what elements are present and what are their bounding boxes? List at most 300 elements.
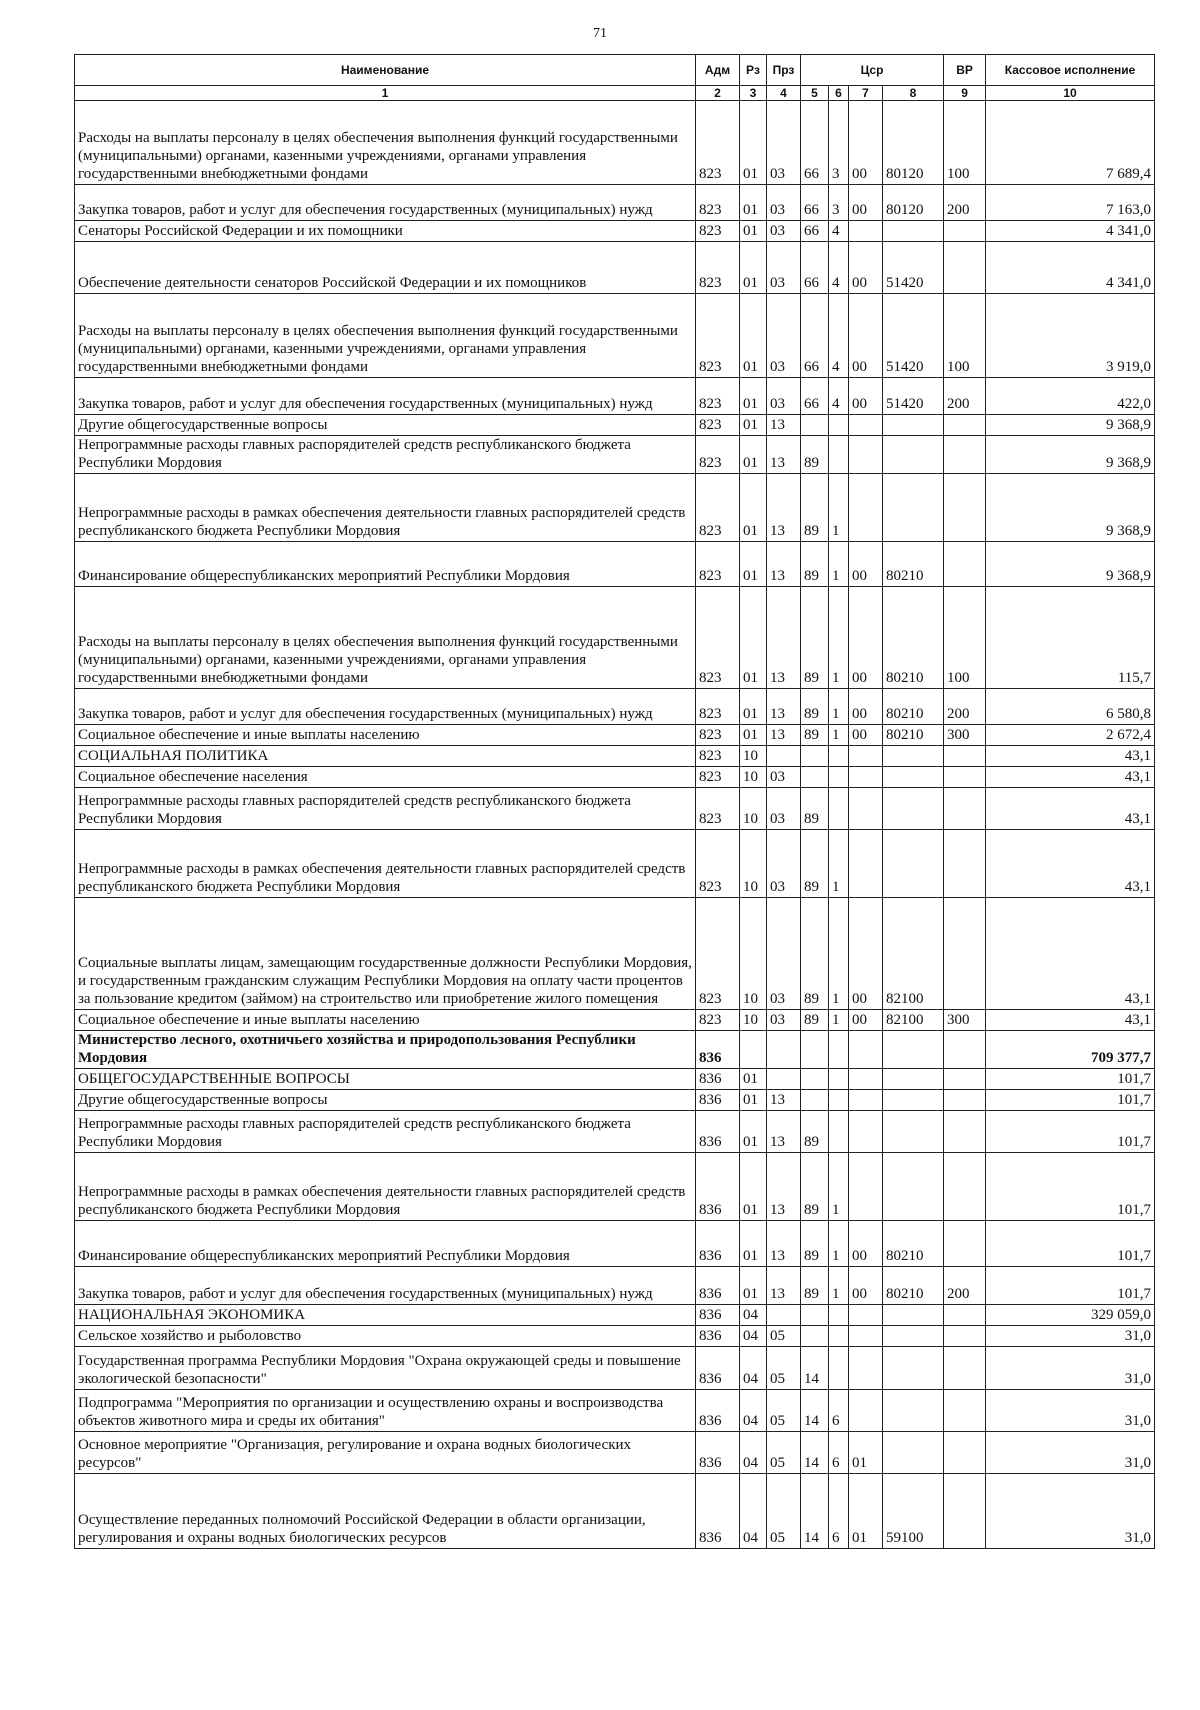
row-amount: 4 341,0 xyxy=(986,221,1155,242)
row-adm: 836 xyxy=(696,1474,740,1549)
row-amount: 101,7 xyxy=(986,1090,1155,1111)
row-csr-8 xyxy=(883,788,944,830)
row-adm: 836 xyxy=(696,1390,740,1432)
row-vr xyxy=(944,767,986,788)
row-csr-8 xyxy=(883,1305,944,1326)
row-vr xyxy=(944,830,986,898)
row-csr-5: 89 xyxy=(801,898,829,1010)
row-csr-6: 1 xyxy=(829,587,849,689)
row-adm: 836 xyxy=(696,1267,740,1305)
row-prz: 13 xyxy=(767,689,801,725)
row-vr xyxy=(944,221,986,242)
row-adm: 823 xyxy=(696,294,740,378)
row-amount: 9 368,9 xyxy=(986,542,1155,587)
table-row xyxy=(75,898,1155,1010)
row-adm: 823 xyxy=(696,542,740,587)
table-row xyxy=(75,542,1155,587)
row-rz: 01 xyxy=(740,725,767,746)
row-adm: 836 xyxy=(696,1031,740,1069)
row-csr-7: 00 xyxy=(849,542,883,587)
row-vr xyxy=(944,788,986,830)
row-csr-8: 80210 xyxy=(883,1221,944,1267)
row-vr xyxy=(944,415,986,436)
row-csr-7: 00 xyxy=(849,185,883,221)
row-adm: 823 xyxy=(696,101,740,185)
row-amount: 9 368,9 xyxy=(986,415,1155,436)
row-amount: 7 163,0 xyxy=(986,185,1155,221)
row-csr-6 xyxy=(829,1326,849,1347)
row-rz: 01 xyxy=(740,474,767,542)
row-csr-8 xyxy=(883,221,944,242)
row-csr-6: 1 xyxy=(829,542,849,587)
row-csr-7 xyxy=(849,474,883,542)
row-vr xyxy=(944,1221,986,1267)
row-name: Непрограммные расходы главных распорядителей средств республиканского бюджета Республики Мордовия xyxy=(75,436,696,474)
row-rz: 01 xyxy=(740,587,767,689)
row-prz xyxy=(767,1305,801,1326)
row-name: Расходы на выплаты персоналу в целях обеспечения выполнения функций государственными (муниципальными) органами, казенными учреждениями, органами управления государственными внебюджетными фондами xyxy=(75,294,696,378)
table-row xyxy=(75,185,1155,221)
column-number: 2 xyxy=(696,86,740,101)
row-rz: 10 xyxy=(740,898,767,1010)
column-number: 3 xyxy=(740,86,767,101)
row-rz: 01 xyxy=(740,1221,767,1267)
row-adm: 823 xyxy=(696,221,740,242)
row-csr-6: 4 xyxy=(829,221,849,242)
table-row xyxy=(75,474,1155,542)
table-body xyxy=(75,101,1155,1549)
row-prz xyxy=(767,746,801,767)
row-vr xyxy=(944,242,986,294)
row-csr-5: 89 xyxy=(801,725,829,746)
row-name: Основное мероприятие "Организация, регулирование и охрана водных биологических ресурсов" xyxy=(75,1432,696,1474)
row-amount: 329 059,0 xyxy=(986,1305,1155,1326)
row-csr-8: 51420 xyxy=(883,242,944,294)
row-csr-5: 66 xyxy=(801,378,829,415)
row-adm: 836 xyxy=(696,1432,740,1474)
row-adm: 823 xyxy=(696,788,740,830)
row-amount: 9 368,9 xyxy=(986,474,1155,542)
row-csr-7 xyxy=(849,1111,883,1153)
row-csr-8 xyxy=(883,830,944,898)
row-csr-6: 1 xyxy=(829,1267,849,1305)
row-csr-7: 00 xyxy=(849,898,883,1010)
table-row xyxy=(75,1326,1155,1347)
row-amount: 2 672,4 xyxy=(986,725,1155,746)
row-csr-7 xyxy=(849,830,883,898)
row-csr-7 xyxy=(849,221,883,242)
row-name: Обеспечение деятельности сенаторов Российской Федерации и их помощников xyxy=(75,242,696,294)
table-row xyxy=(75,767,1155,788)
row-csr-7: 00 xyxy=(849,1221,883,1267)
row-name: Государственная программа Республики Мордовия "Охрана окружающей среды и повышение экологической безопасности" xyxy=(75,1347,696,1390)
row-rz xyxy=(740,1031,767,1069)
row-prz: 13 xyxy=(767,1267,801,1305)
header-csr: Цср xyxy=(801,55,944,86)
row-csr-7: 00 xyxy=(849,1267,883,1305)
table-row xyxy=(75,378,1155,415)
row-csr-8: 80210 xyxy=(883,1267,944,1305)
table-row xyxy=(75,1432,1155,1474)
row-csr-8 xyxy=(883,767,944,788)
table-row xyxy=(75,1221,1155,1267)
row-prz: 03 xyxy=(767,242,801,294)
page-number: 71 xyxy=(593,26,607,41)
row-name: СОЦИАЛЬНАЯ ПОЛИТИКА xyxy=(75,746,696,767)
row-vr xyxy=(944,1432,986,1474)
row-csr-5: 66 xyxy=(801,294,829,378)
row-name: Непрограммные расходы в рамках обеспечения деятельности главных распорядителей средств республиканского бюджета Республики Мордовия xyxy=(75,830,696,898)
row-csr-7: 00 xyxy=(849,294,883,378)
row-prz: 13 xyxy=(767,725,801,746)
row-rz: 10 xyxy=(740,830,767,898)
row-csr-7: 00 xyxy=(849,725,883,746)
row-amount: 43,1 xyxy=(986,767,1155,788)
row-prz: 03 xyxy=(767,767,801,788)
row-rz: 01 xyxy=(740,294,767,378)
table-row xyxy=(75,1153,1155,1221)
table-row xyxy=(75,1010,1155,1031)
table-row xyxy=(75,746,1155,767)
row-csr-5: 14 xyxy=(801,1390,829,1432)
row-csr-7 xyxy=(849,1031,883,1069)
row-csr-5: 66 xyxy=(801,242,829,294)
row-csr-7 xyxy=(849,1390,883,1432)
row-csr-8: 82100 xyxy=(883,898,944,1010)
row-csr-6: 6 xyxy=(829,1432,849,1474)
row-prz: 05 xyxy=(767,1474,801,1549)
row-csr-8 xyxy=(883,1069,944,1090)
row-csr-7: 01 xyxy=(849,1474,883,1549)
row-csr-6 xyxy=(829,1069,849,1090)
table-row xyxy=(75,725,1155,746)
row-csr-7: 01 xyxy=(849,1432,883,1474)
table-row xyxy=(75,1069,1155,1090)
row-csr-5: 14 xyxy=(801,1347,829,1390)
row-csr-5: 14 xyxy=(801,1474,829,1549)
row-amount: 31,0 xyxy=(986,1432,1155,1474)
row-csr-6 xyxy=(829,746,849,767)
row-amount: 101,7 xyxy=(986,1221,1155,1267)
row-csr-8: 51420 xyxy=(883,378,944,415)
row-csr-7 xyxy=(849,788,883,830)
row-prz: 13 xyxy=(767,474,801,542)
row-csr-5 xyxy=(801,1090,829,1111)
row-rz: 01 xyxy=(740,1069,767,1090)
row-amount: 101,7 xyxy=(986,1267,1155,1305)
row-csr-7 xyxy=(849,1069,883,1090)
row-amount: 3 919,0 xyxy=(986,294,1155,378)
row-csr-7: 00 xyxy=(849,1010,883,1031)
row-csr-7 xyxy=(849,1347,883,1390)
row-amount: 43,1 xyxy=(986,746,1155,767)
row-rz: 01 xyxy=(740,242,767,294)
row-csr-6: 3 xyxy=(829,101,849,185)
row-csr-6: 4 xyxy=(829,242,849,294)
row-name: Закупка товаров, работ и услуг для обеспечения государственных (муниципальных) нужд xyxy=(75,185,696,221)
row-prz: 05 xyxy=(767,1326,801,1347)
row-csr-6 xyxy=(829,415,849,436)
row-csr-8 xyxy=(883,1432,944,1474)
row-prz: 13 xyxy=(767,587,801,689)
row-csr-6: 1 xyxy=(829,1010,849,1031)
table-row xyxy=(75,1347,1155,1390)
row-csr-7 xyxy=(849,767,883,788)
row-adm: 836 xyxy=(696,1326,740,1347)
row-csr-5: 89 xyxy=(801,436,829,474)
row-csr-7 xyxy=(849,1090,883,1111)
table-row xyxy=(75,436,1155,474)
row-csr-6 xyxy=(829,1111,849,1153)
row-csr-6: 6 xyxy=(829,1390,849,1432)
row-csr-5: 89 xyxy=(801,788,829,830)
row-name: Закупка товаров, работ и услуг для обеспечения государственных (муниципальных) нужд xyxy=(75,378,696,415)
row-name: Непрограммные расходы главных распорядителей средств республиканского бюджета Республики Мордовия xyxy=(75,788,696,830)
row-amount: 43,1 xyxy=(986,898,1155,1010)
row-amount: 7 689,4 xyxy=(986,101,1155,185)
row-csr-6 xyxy=(829,436,849,474)
row-amount: 43,1 xyxy=(986,1010,1155,1031)
row-adm: 836 xyxy=(696,1090,740,1111)
row-amount: 31,0 xyxy=(986,1326,1155,1347)
row-csr-5: 89 xyxy=(801,542,829,587)
row-vr xyxy=(944,1031,986,1069)
header-vr: ВР xyxy=(944,55,986,86)
row-csr-5: 89 xyxy=(801,474,829,542)
row-csr-7: 00 xyxy=(849,101,883,185)
row-csr-8: 80120 xyxy=(883,101,944,185)
column-number: 5 xyxy=(801,86,829,101)
row-csr-5: 89 xyxy=(801,587,829,689)
row-prz: 13 xyxy=(767,1090,801,1111)
row-csr-6 xyxy=(829,1090,849,1111)
row-prz: 03 xyxy=(767,185,801,221)
row-name: Финансирование общереспубликанских мероприятий Республики Мордовия xyxy=(75,1221,696,1267)
row-name: Расходы на выплаты персоналу в целях обеспечения выполнения функций государственными (муниципальными) органами, казенными учреждениями, органами управления государственными внебюджетными фондами xyxy=(75,101,696,185)
row-csr-7: 00 xyxy=(849,378,883,415)
row-csr-8: 80210 xyxy=(883,689,944,725)
row-csr-8 xyxy=(883,1347,944,1390)
row-csr-6: 1 xyxy=(829,725,849,746)
row-adm: 823 xyxy=(696,725,740,746)
row-adm: 823 xyxy=(696,898,740,1010)
table-row xyxy=(75,1390,1155,1432)
row-vr xyxy=(944,898,986,1010)
row-csr-8 xyxy=(883,474,944,542)
row-name: Социальные выплаты лицам, замещающим государственные должности Республики Мордовия, и государственным гражданским служащим Республики Мордовия на оплату части процентов за пользование кредитом (займом) на строительство или приобретение жилого помещения xyxy=(75,898,696,1010)
row-rz: 01 xyxy=(740,1090,767,1111)
row-prz: 13 xyxy=(767,542,801,587)
row-csr-7: 00 xyxy=(849,689,883,725)
row-csr-5: 89 xyxy=(801,1111,829,1153)
header-name: Наименование xyxy=(75,55,696,86)
row-csr-5 xyxy=(801,1069,829,1090)
row-name: Министерство лесного, охотничьего хозяйства и природопользования Республики Мордовия xyxy=(75,1031,696,1069)
row-rz: 10 xyxy=(740,746,767,767)
row-vr xyxy=(944,1090,986,1111)
row-vr xyxy=(944,1305,986,1326)
row-adm: 836 xyxy=(696,1069,740,1090)
row-csr-6: 1 xyxy=(829,474,849,542)
row-csr-6 xyxy=(829,788,849,830)
header-adm: Адм xyxy=(696,55,740,86)
row-vr xyxy=(944,1153,986,1221)
table-row xyxy=(75,1111,1155,1153)
row-amount: 4 341,0 xyxy=(986,242,1155,294)
row-prz: 03 xyxy=(767,898,801,1010)
row-name: Осуществление переданных полномочий Российской Федерации в области организации, регулирования и охраны водных биологических ресурсов xyxy=(75,1474,696,1549)
row-adm: 823 xyxy=(696,378,740,415)
row-csr-7 xyxy=(849,1326,883,1347)
row-rz: 10 xyxy=(740,767,767,788)
row-vr: 200 xyxy=(944,378,986,415)
row-rz: 01 xyxy=(740,101,767,185)
header-prz: Прз xyxy=(767,55,801,86)
row-csr-5 xyxy=(801,1326,829,1347)
column-number: 9 xyxy=(944,86,986,101)
row-vr: 300 xyxy=(944,1010,986,1031)
row-amount: 9 368,9 xyxy=(986,436,1155,474)
row-amount: 31,0 xyxy=(986,1474,1155,1549)
row-name: Другие общегосударственные вопросы xyxy=(75,415,696,436)
row-csr-5: 66 xyxy=(801,221,829,242)
row-adm: 836 xyxy=(696,1347,740,1390)
row-adm: 823 xyxy=(696,1010,740,1031)
row-name: ОБЩЕГОСУДАРСТВЕННЫЕ ВОПРОСЫ xyxy=(75,1069,696,1090)
row-rz: 01 xyxy=(740,185,767,221)
row-csr-5 xyxy=(801,746,829,767)
row-amount: 115,7 xyxy=(986,587,1155,689)
row-name: Финансирование общереспубликанских мероприятий Республики Мордовия xyxy=(75,542,696,587)
table-row xyxy=(75,1267,1155,1305)
row-prz: 03 xyxy=(767,221,801,242)
row-adm: 823 xyxy=(696,830,740,898)
row-vr: 200 xyxy=(944,185,986,221)
row-name: Социальное обеспечение населения xyxy=(75,767,696,788)
table-row xyxy=(75,242,1155,294)
row-rz: 01 xyxy=(740,415,767,436)
row-rz: 04 xyxy=(740,1474,767,1549)
row-csr-8: 80210 xyxy=(883,542,944,587)
table-row xyxy=(75,1474,1155,1549)
row-vr: 100 xyxy=(944,587,986,689)
row-name: НАЦИОНАЛЬНАЯ ЭКОНОМИКА xyxy=(75,1305,696,1326)
row-csr-5 xyxy=(801,1305,829,1326)
row-rz: 04 xyxy=(740,1432,767,1474)
row-csr-6: 1 xyxy=(829,689,849,725)
table-row xyxy=(75,1090,1155,1111)
row-amount: 31,0 xyxy=(986,1347,1155,1390)
row-vr xyxy=(944,542,986,587)
row-adm: 836 xyxy=(696,1305,740,1326)
row-csr-5: 89 xyxy=(801,1221,829,1267)
row-vr xyxy=(944,1069,986,1090)
column-number: 8 xyxy=(883,86,944,101)
row-prz: 13 xyxy=(767,1221,801,1267)
row-prz xyxy=(767,1031,801,1069)
row-prz: 13 xyxy=(767,415,801,436)
table-row xyxy=(75,689,1155,725)
row-adm: 823 xyxy=(696,436,740,474)
row-adm: 823 xyxy=(696,185,740,221)
row-vr xyxy=(944,1474,986,1549)
header-amount: Кассовое исполнение xyxy=(986,55,1155,86)
row-rz: 10 xyxy=(740,1010,767,1031)
row-name: Расходы на выплаты персоналу в целях обеспечения выполнения функций государственными (муниципальными) органами, казенными учреждениями, органами управления государственными внебюджетными фондами xyxy=(75,587,696,689)
row-csr-8 xyxy=(883,1090,944,1111)
row-amount: 422,0 xyxy=(986,378,1155,415)
row-vr xyxy=(944,746,986,767)
row-amount: 101,7 xyxy=(986,1153,1155,1221)
row-csr-5 xyxy=(801,1031,829,1069)
row-rz: 01 xyxy=(740,689,767,725)
row-csr-7 xyxy=(849,746,883,767)
row-csr-7 xyxy=(849,1305,883,1326)
table-row xyxy=(75,1305,1155,1326)
row-csr-6: 4 xyxy=(829,378,849,415)
row-adm: 823 xyxy=(696,587,740,689)
row-csr-5 xyxy=(801,415,829,436)
row-csr-8 xyxy=(883,1111,944,1153)
row-csr-5: 89 xyxy=(801,1010,829,1031)
row-rz: 01 xyxy=(740,542,767,587)
table-row xyxy=(75,221,1155,242)
row-csr-5: 89 xyxy=(801,689,829,725)
row-csr-5: 89 xyxy=(801,1153,829,1221)
row-rz: 01 xyxy=(740,378,767,415)
row-csr-6 xyxy=(829,1347,849,1390)
row-csr-7: 00 xyxy=(849,242,883,294)
row-vr xyxy=(944,1326,986,1347)
row-prz: 03 xyxy=(767,294,801,378)
row-csr-6: 1 xyxy=(829,1221,849,1267)
row-adm: 823 xyxy=(696,746,740,767)
table-row xyxy=(75,830,1155,898)
table-row xyxy=(75,415,1155,436)
row-csr-6 xyxy=(829,767,849,788)
table-row xyxy=(75,294,1155,378)
row-csr-6: 6 xyxy=(829,1474,849,1549)
budget-table xyxy=(74,54,1155,1549)
row-prz: 13 xyxy=(767,1153,801,1221)
row-csr-8 xyxy=(883,1326,944,1347)
row-csr-5: 14 xyxy=(801,1432,829,1474)
row-name: Закупка товаров, работ и услуг для обеспечения государственных (муниципальных) нужд xyxy=(75,689,696,725)
row-prz: 05 xyxy=(767,1390,801,1432)
row-csr-6: 1 xyxy=(829,898,849,1010)
row-prz: 05 xyxy=(767,1432,801,1474)
row-csr-7 xyxy=(849,436,883,474)
row-csr-8 xyxy=(883,1153,944,1221)
row-amount: 101,7 xyxy=(986,1069,1155,1090)
row-rz: 01 xyxy=(740,1267,767,1305)
row-csr-8 xyxy=(883,1390,944,1432)
row-name: Непрограммные расходы в рамках обеспечения деятельности главных распорядителей средств республиканского бюджета Республики Мордовия xyxy=(75,1153,696,1221)
header-row xyxy=(75,55,1155,86)
row-amount: 31,0 xyxy=(986,1390,1155,1432)
row-vr: 300 xyxy=(944,725,986,746)
row-csr-8: 80210 xyxy=(883,725,944,746)
row-csr-5: 89 xyxy=(801,1267,829,1305)
row-vr: 100 xyxy=(944,101,986,185)
row-name: Подпрограмма "Мероприятия по организации и осуществлению охраны и воспроизводства объектов животного мира и среды их обитания" xyxy=(75,1390,696,1432)
row-name: Непрограммные расходы главных распорядителей средств республиканского бюджета Республики Мордовия xyxy=(75,1111,696,1153)
row-prz: 03 xyxy=(767,788,801,830)
column-number: 4 xyxy=(767,86,801,101)
row-rz: 04 xyxy=(740,1326,767,1347)
row-csr-7 xyxy=(849,415,883,436)
row-vr: 200 xyxy=(944,1267,986,1305)
